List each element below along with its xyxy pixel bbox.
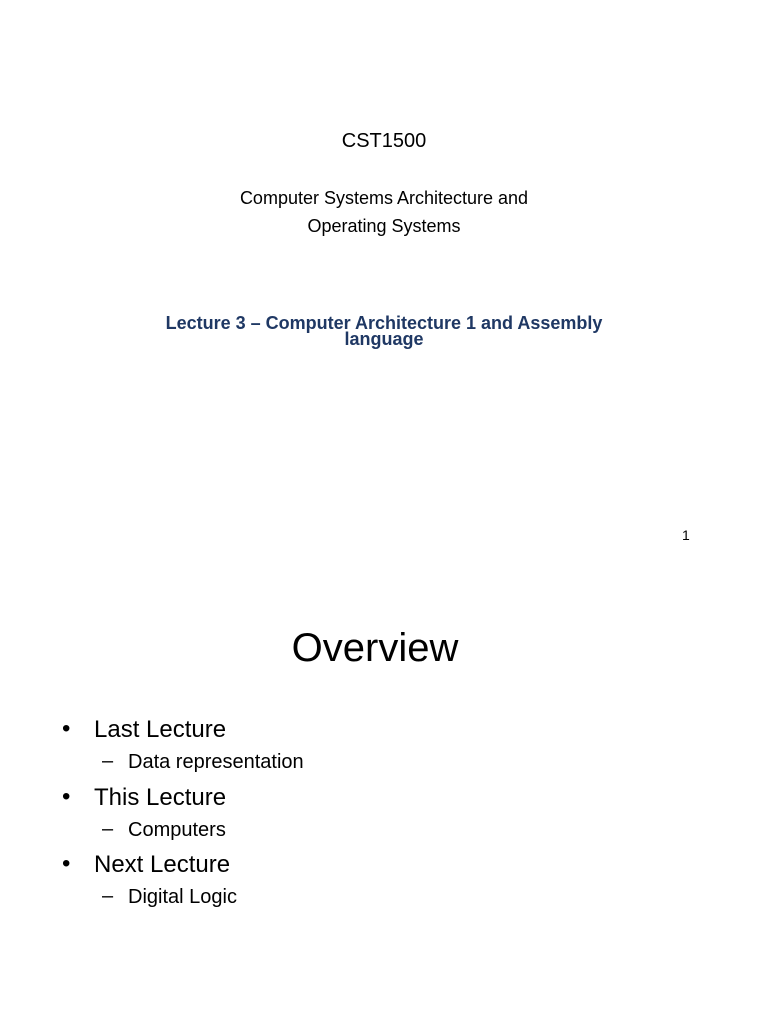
- course-title-line-1: Computer Systems Architecture and: [239, 188, 529, 208]
- sub-bullet-label: Digital Logic: [128, 886, 237, 908]
- bullet-label: This Lecture: [94, 783, 227, 811]
- lecture-title: [0, 315, 768, 347]
- course-title-line-2: Operating Systems: [307, 216, 461, 236]
- course-title: [0, 184, 768, 240]
- sub-bullet-label: Data representation: [128, 751, 304, 773]
- course-code: CST1500: [341, 130, 427, 152]
- sub-bullet-label: Computers: [128, 818, 226, 841]
- bullet-label: Last Lecture: [94, 716, 227, 743]
- bullet-icon: •: [62, 782, 71, 810]
- dash-icon: –: [102, 885, 114, 907]
- bullet-icon: •: [62, 715, 71, 742]
- overview-title: Overview: [291, 626, 459, 670]
- overview-slide: [0, 576, 768, 1024]
- lecture-title-line-2: language: [344, 329, 424, 349]
- dash-icon: –: [102, 817, 114, 840]
- bullet-label: Next Lecture: [94, 851, 231, 878]
- slide-number: 1: [682, 527, 690, 543]
- lecture-title-line-1: Lecture 3 – Computer Architecture 1 and Assembly: [165, 313, 603, 333]
- dash-icon: –: [102, 750, 114, 772]
- bullet-icon: •: [62, 850, 71, 877]
